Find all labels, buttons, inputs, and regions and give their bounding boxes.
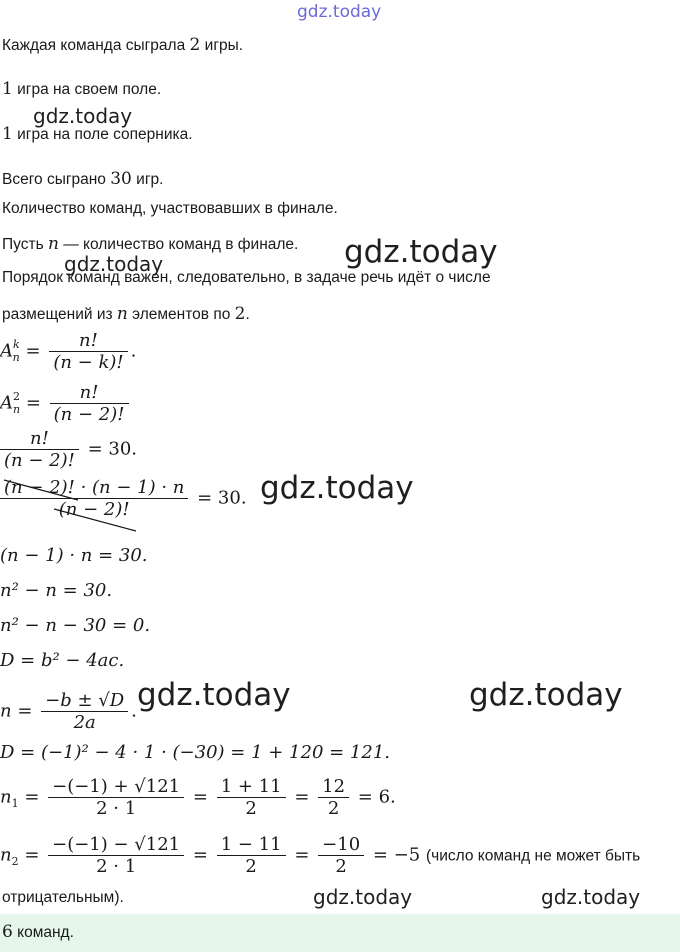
text-line-question: Количество команд, участвовавших в финале.	[2, 200, 338, 217]
equation-product: (n − 1) · n = 30.	[0, 545, 148, 566]
text-line-games-each: Каждая команда сыграла 2 игры.	[2, 35, 244, 55]
answer-number: 6	[2, 922, 13, 942]
equation-root-n2: $n_2$ = $\frac{-(-1) - √121}{2 \cdot 1}$ = $\frac{1 - 11}{2}$ = $\frac{-10}{2}$ = −5 (число команд не может быть	[0, 834, 641, 877]
answer-text: команд.	[12, 924, 74, 941]
formula-arrangements-two: $A^2_n$ = $\frac{n!}{(n - 2)!}$	[0, 382, 132, 425]
watermark: gdz.today	[64, 252, 164, 276]
text-line-arrangements: размещений из n элементов по 2.	[2, 304, 250, 324]
text-line-away-game: 1 игра на поле соперника.	[2, 124, 193, 144]
text-line-let-n: Пусть n — количество команд в финале.	[2, 234, 299, 254]
watermark: gdz.today	[541, 885, 641, 909]
formula-arrangements-general: $A^k_n$ = $\frac{n!}{(n - k)!}$ .	[0, 330, 137, 373]
text-line-order-matters: Порядок команд важен, следовательно, в задаче речь идёт о числе	[2, 269, 491, 286]
text-line-total-games: Всего сыграно 30 игр.	[2, 169, 164, 189]
watermark: gdz.today	[313, 885, 413, 909]
watermark: gdz.today	[260, 470, 414, 506]
text-line-negative-note: отрицательным).	[2, 889, 124, 906]
cancel-strike-marks	[0, 476, 200, 536]
watermark: gdz.today	[344, 234, 498, 270]
equation-quadratic: n² − n − 30 = 0.	[0, 615, 151, 636]
watermark: gdz.today	[33, 104, 133, 128]
equation-square: n² − n = 30.	[0, 580, 113, 601]
equation-discriminant-value: D = (−1)² − 4 · 1 · (−30) = 1 + 120 = 121.	[0, 742, 391, 763]
watermark: gdz.today	[137, 677, 291, 713]
answer-box	[0, 914, 680, 952]
watermark: gdz.today	[469, 677, 623, 713]
equation-cancelled-fraction: $\frac{(n - 2)! \cdot (n - 1) \cdot n}{(n - 2)!}$ = 30.	[0, 477, 247, 520]
watermark-top: gdz.today	[297, 2, 382, 22]
equation-fraction-30: $\frac{n!}{(n - 2)!}$ = 30.	[0, 428, 137, 471]
formula-quadratic-roots: n = $\frac{-b \pm √D}{2a}$ .	[0, 690, 137, 733]
equation-root-n1: $n_1$ = $\frac{-(-1) + √121}{2 \cdot 1}$ = $\frac{1 + 11}{2}$ = $\frac{12}{2}$ = 6.	[0, 776, 396, 819]
formula-discriminant: D = b² − 4ac.	[0, 650, 125, 671]
text-line-home-game: 1 игра на своем поле.	[2, 79, 162, 99]
